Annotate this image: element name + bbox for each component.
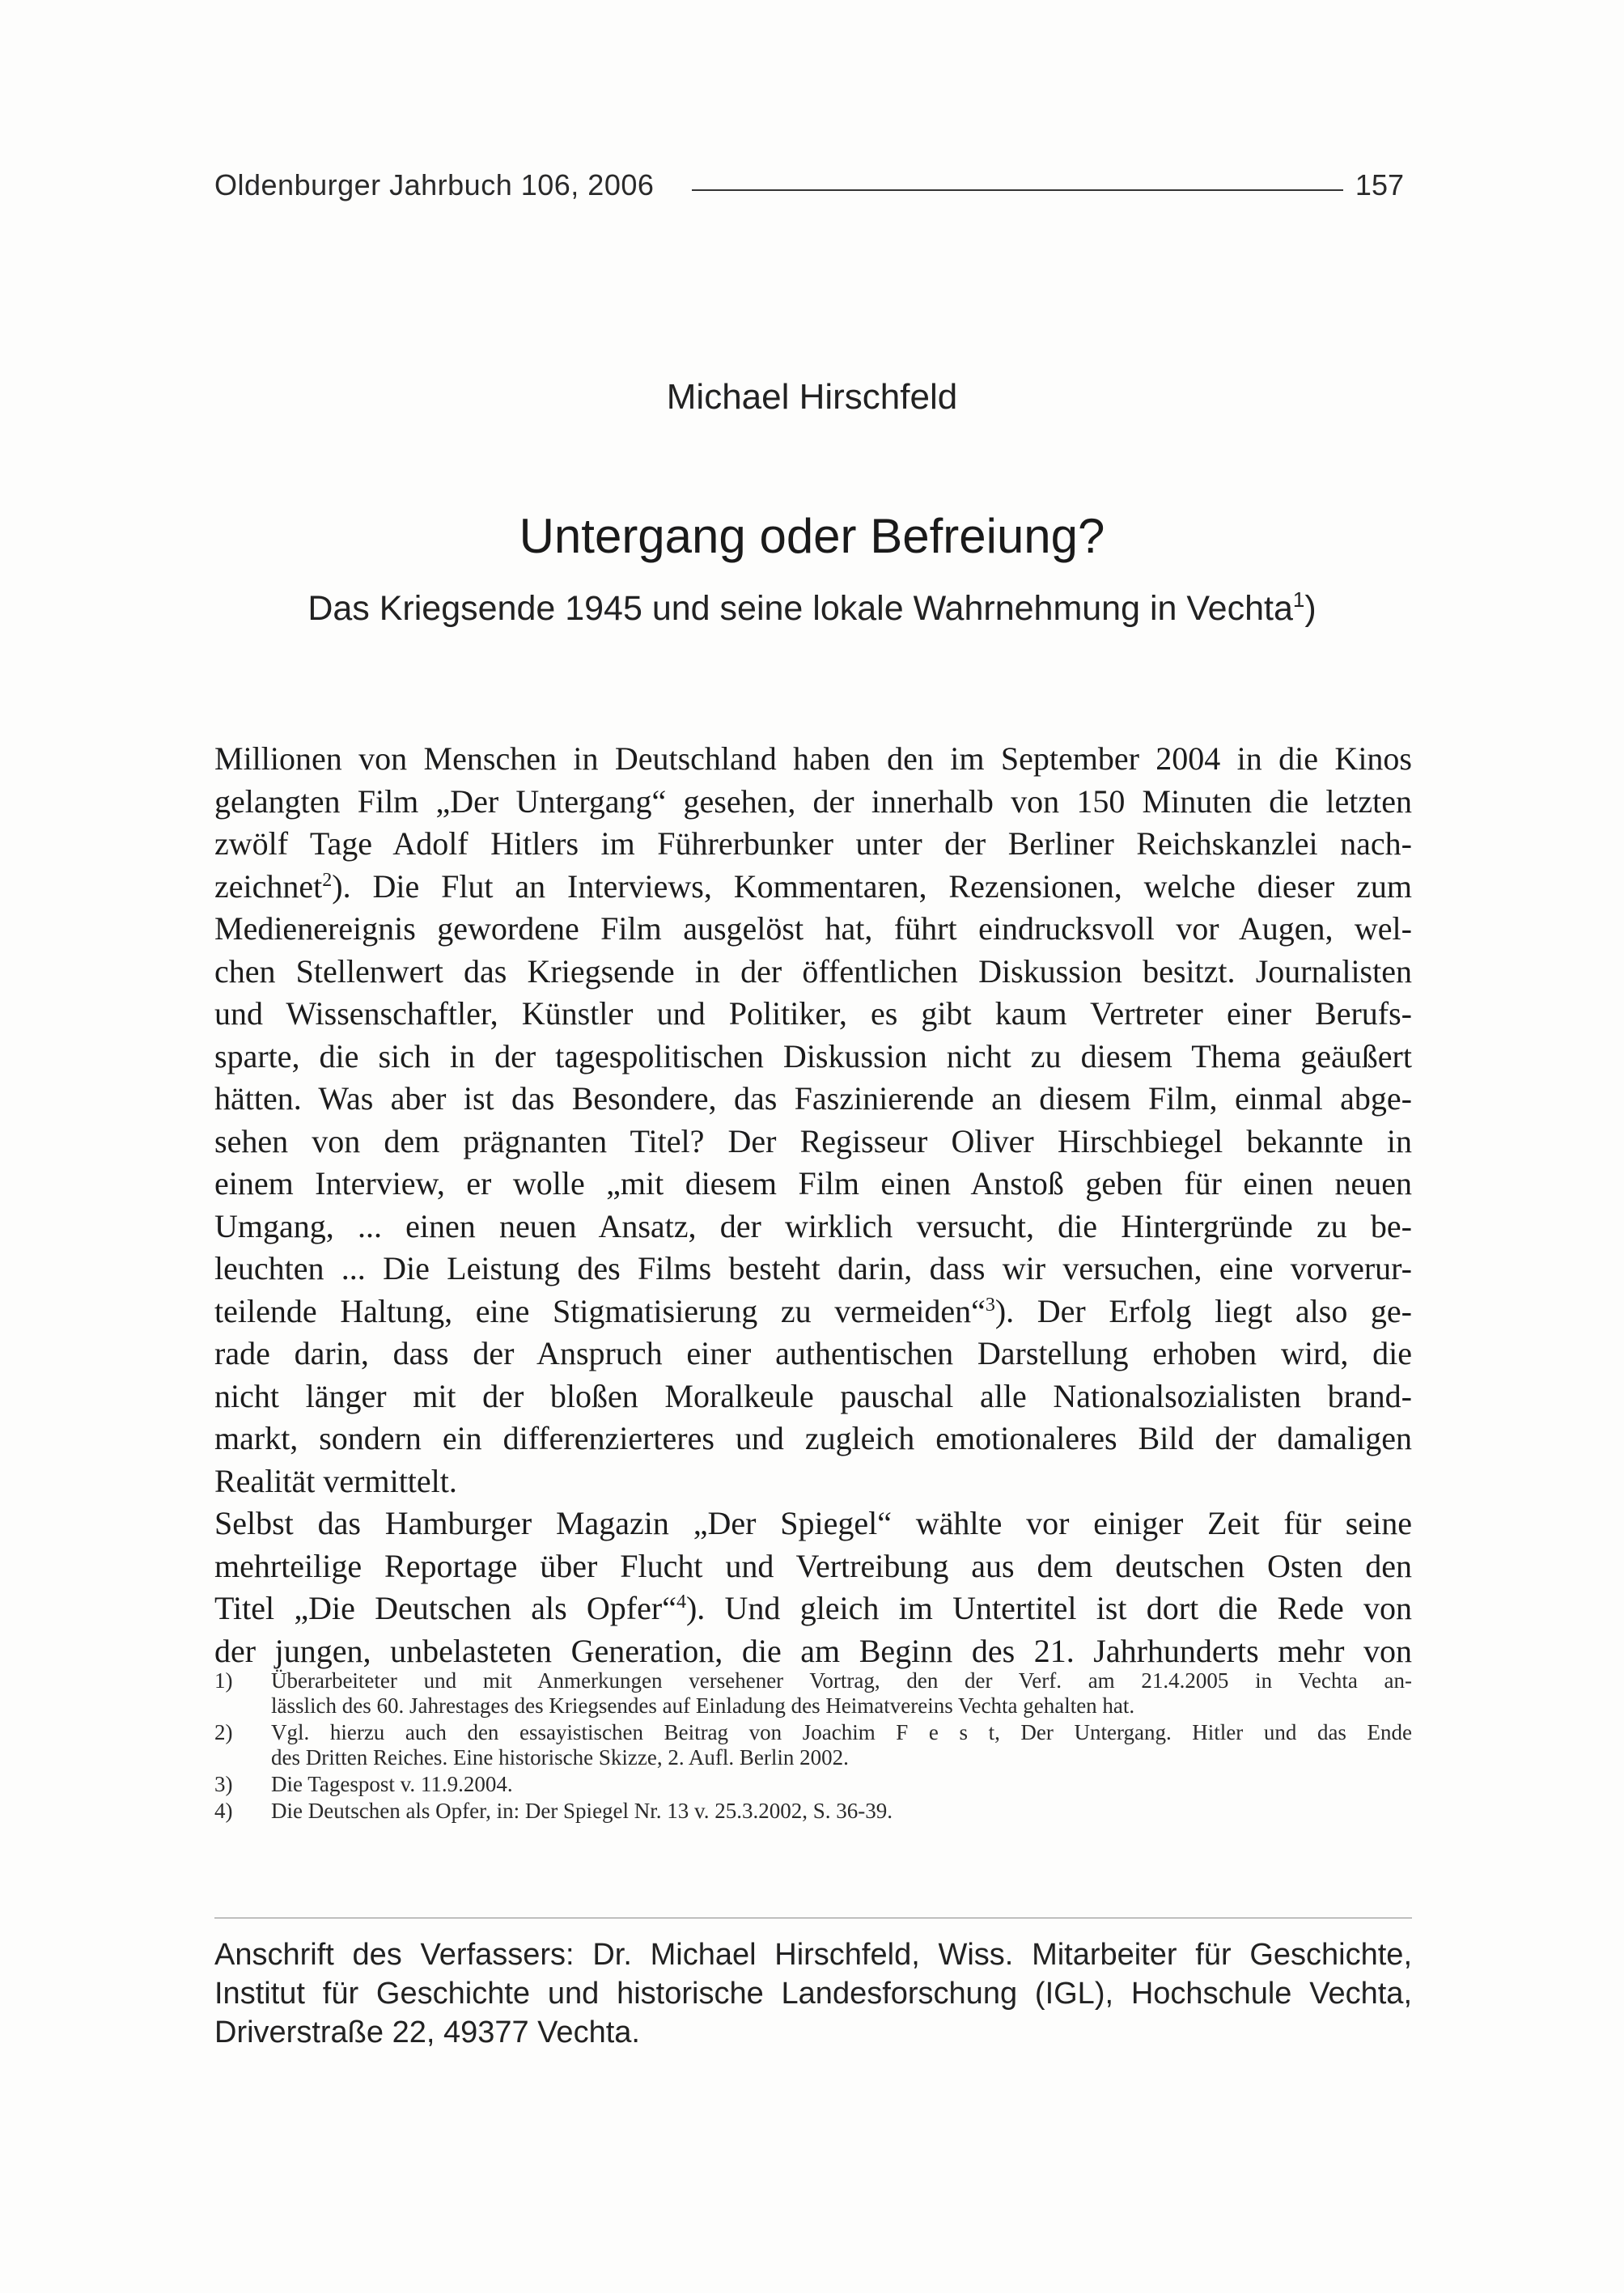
footnote-ref-3: 3 bbox=[985, 1294, 995, 1316]
footnote-line: lässlich des 60. Jahrestages des Kriegsendes auf Einladung des Heimatvereins Vechta gehalten hat. bbox=[271, 1693, 1135, 1718]
body-line: der jungen, unbelasteten Generation, die am Beginn des 21. Jahrhunderts mehr von bbox=[214, 1632, 1412, 1669]
footnote-4 bbox=[214, 1799, 1412, 1824]
journal-title: Oldenburger Jahrbuch 106, 2006 bbox=[214, 168, 655, 201]
footnote-ref-4: 4 bbox=[676, 1592, 686, 1613]
page-number: 157 bbox=[1355, 168, 1404, 201]
body-line: Selbst das Hamburger Magazin „Der Spiegel“ wählte vor einiger Zeit für seine bbox=[214, 1505, 1412, 1541]
footnote-number: 2) bbox=[214, 1720, 233, 1744]
footnote-line: Die Deutschen als Opfer, in: Der Spiegel Nr. 13 v. 25.3.2002, S. 36-39. bbox=[271, 1799, 893, 1823]
address-line: Institut für Geschichte und historische Landesforschung (IGL), Hochschule Vechta, bbox=[214, 1977, 1412, 2011]
footnote-number: 1) bbox=[214, 1668, 233, 1693]
body-line: und Wissenschaftler, Künstler und Politiker, es gibt kaum Vertreter einer Berufs- bbox=[214, 995, 1412, 1032]
body-line bbox=[214, 866, 1412, 909]
footnote-ref-1: 1 bbox=[1292, 587, 1305, 612]
body-segment: Titel „Die Deutschen als Opfer“ bbox=[214, 1590, 676, 1626]
footnote-1 bbox=[214, 1668, 1412, 1719]
body-line: mehrteilige Reportage über Flucht und Vertreibung aus dem deutschen Osten den bbox=[214, 1547, 1412, 1584]
address-line: Anschrift des Verfassers: Dr. Michael Hirschfeld, Wiss. Mitarbeiter für Geschichte, bbox=[214, 1938, 1412, 1972]
header-rule bbox=[692, 189, 1343, 191]
body-line: sehen von dem prägnanten Titel? Der Regisseur Oliver Hirschbiegel bekannte in bbox=[214, 1122, 1412, 1159]
footnote-ref-2: 2 bbox=[322, 869, 333, 891]
body-line: chen Stellenwert das Kriegsende in der öffentlichen Diskussion besitzt. Journalisten bbox=[214, 952, 1412, 990]
body-line: Millionen von Menschen in Deutschland haben den im September 2004 in die Kinos bbox=[214, 740, 1412, 777]
footnote-2 bbox=[214, 1720, 1412, 1770]
subtitle-close: ) bbox=[1304, 589, 1317, 628]
running-header bbox=[214, 168, 1412, 209]
footnote-line: des Dritten Reiches. Eine historische Skizze, 2. Aufl. Berlin 2002. bbox=[271, 1745, 849, 1770]
footnote-line: Überarbeiteter und mit Anmerkungen versehener Vortrag, den der Verf. am 21.4.2005 in Vechta an- bbox=[271, 1668, 1412, 1693]
body-line: rade darin, dass der Anspruch einer authentischen Darstellung erhoben wird, die bbox=[214, 1335, 1412, 1371]
address-line: Driverstraße 22, 49377 Vechta. bbox=[214, 2015, 640, 2049]
body-line: gelangten Film „Der Untergang“ gesehen, der innerhalb von 150 Minuten die letzten bbox=[214, 782, 1412, 820]
footnote-number: 4) bbox=[214, 1799, 233, 1823]
body-paren: ). bbox=[685, 1590, 706, 1626]
body-segment: Und gleich im Untertitel ist dort die Rede von bbox=[724, 1590, 1412, 1626]
article-subtitle bbox=[0, 587, 1624, 629]
body-line: leuchten ... Die Leistung des Films besteht darin, dass wir versuchen, eine vorverur- bbox=[214, 1250, 1412, 1286]
article-author: Michael Hirschfeld bbox=[666, 377, 958, 417]
footnotes bbox=[214, 1668, 1412, 1825]
body-line: Realität vermittelt. bbox=[214, 1462, 457, 1499]
body-segment: teilende Haltung, eine Stigmatisierung zu vermeiden“ bbox=[214, 1292, 986, 1329]
footnote-line: Die Tagespost v. 11.9.2004. bbox=[271, 1772, 513, 1796]
body-line: sparte, die sich in der tagespolitischen Diskussion nicht zu diesem Thema geäußert bbox=[214, 1037, 1412, 1074]
footnote-3 bbox=[214, 1772, 1412, 1797]
subtitle-text: Das Kriegsende 1945 und seine lokale Wahrnehmung in Vechta bbox=[307, 589, 1293, 628]
body-segment: Der Erfolg liegt also ge- bbox=[1037, 1292, 1413, 1329]
body-line bbox=[214, 1291, 1412, 1333]
footnote-number: 3) bbox=[214, 1772, 233, 1796]
body-line: Medienereignis gewordene Film ausgelöst hat, führt eindrucksvoll vor Augen, wel- bbox=[214, 910, 1412, 947]
body-line: nicht länger mit der bloßen Moralkeule pauschal alle Nationalsozialisten brand- bbox=[214, 1377, 1412, 1414]
body-line: zwölf Tage Adolf Hitlers im Führerbunker unter der Berliner Reichskanzlei nach- bbox=[214, 825, 1412, 862]
body-line: einem Interview, er wolle „mit diesem Film einen Anstoß geben für einen neuen bbox=[214, 1165, 1412, 1202]
body-line: hätten. Was aber ist das Besondere, das Faszinierende an diesem Film, einmal abge- bbox=[214, 1080, 1412, 1117]
body-line bbox=[214, 1587, 1412, 1630]
article-body bbox=[214, 738, 1412, 1672]
body-segment: Die Flut an Interviews, Kommentaren, Rezensionen, welche dieser zum bbox=[372, 867, 1412, 905]
body-line: markt, sondern ein differenzierteres und zugleich emotionaleres Bild der damaligen bbox=[214, 1420, 1412, 1456]
body-word: zeichnet bbox=[214, 867, 323, 905]
body-paren: ). bbox=[994, 1292, 1015, 1329]
article-title: Untergang oder Befreiung? bbox=[519, 509, 1105, 563]
author-address bbox=[214, 1935, 1412, 2052]
footnote-line: Vgl. hierzu auch den essayistischen Beitrag von Joachim F e s t, Der Untergang. Hitler und das Ende bbox=[271, 1720, 1412, 1744]
body-paren: ). bbox=[332, 867, 351, 905]
body-line: Umgang, ... einen neuen Ansatz, der wirklich versucht, die Hintergründe zu be- bbox=[214, 1207, 1412, 1244]
